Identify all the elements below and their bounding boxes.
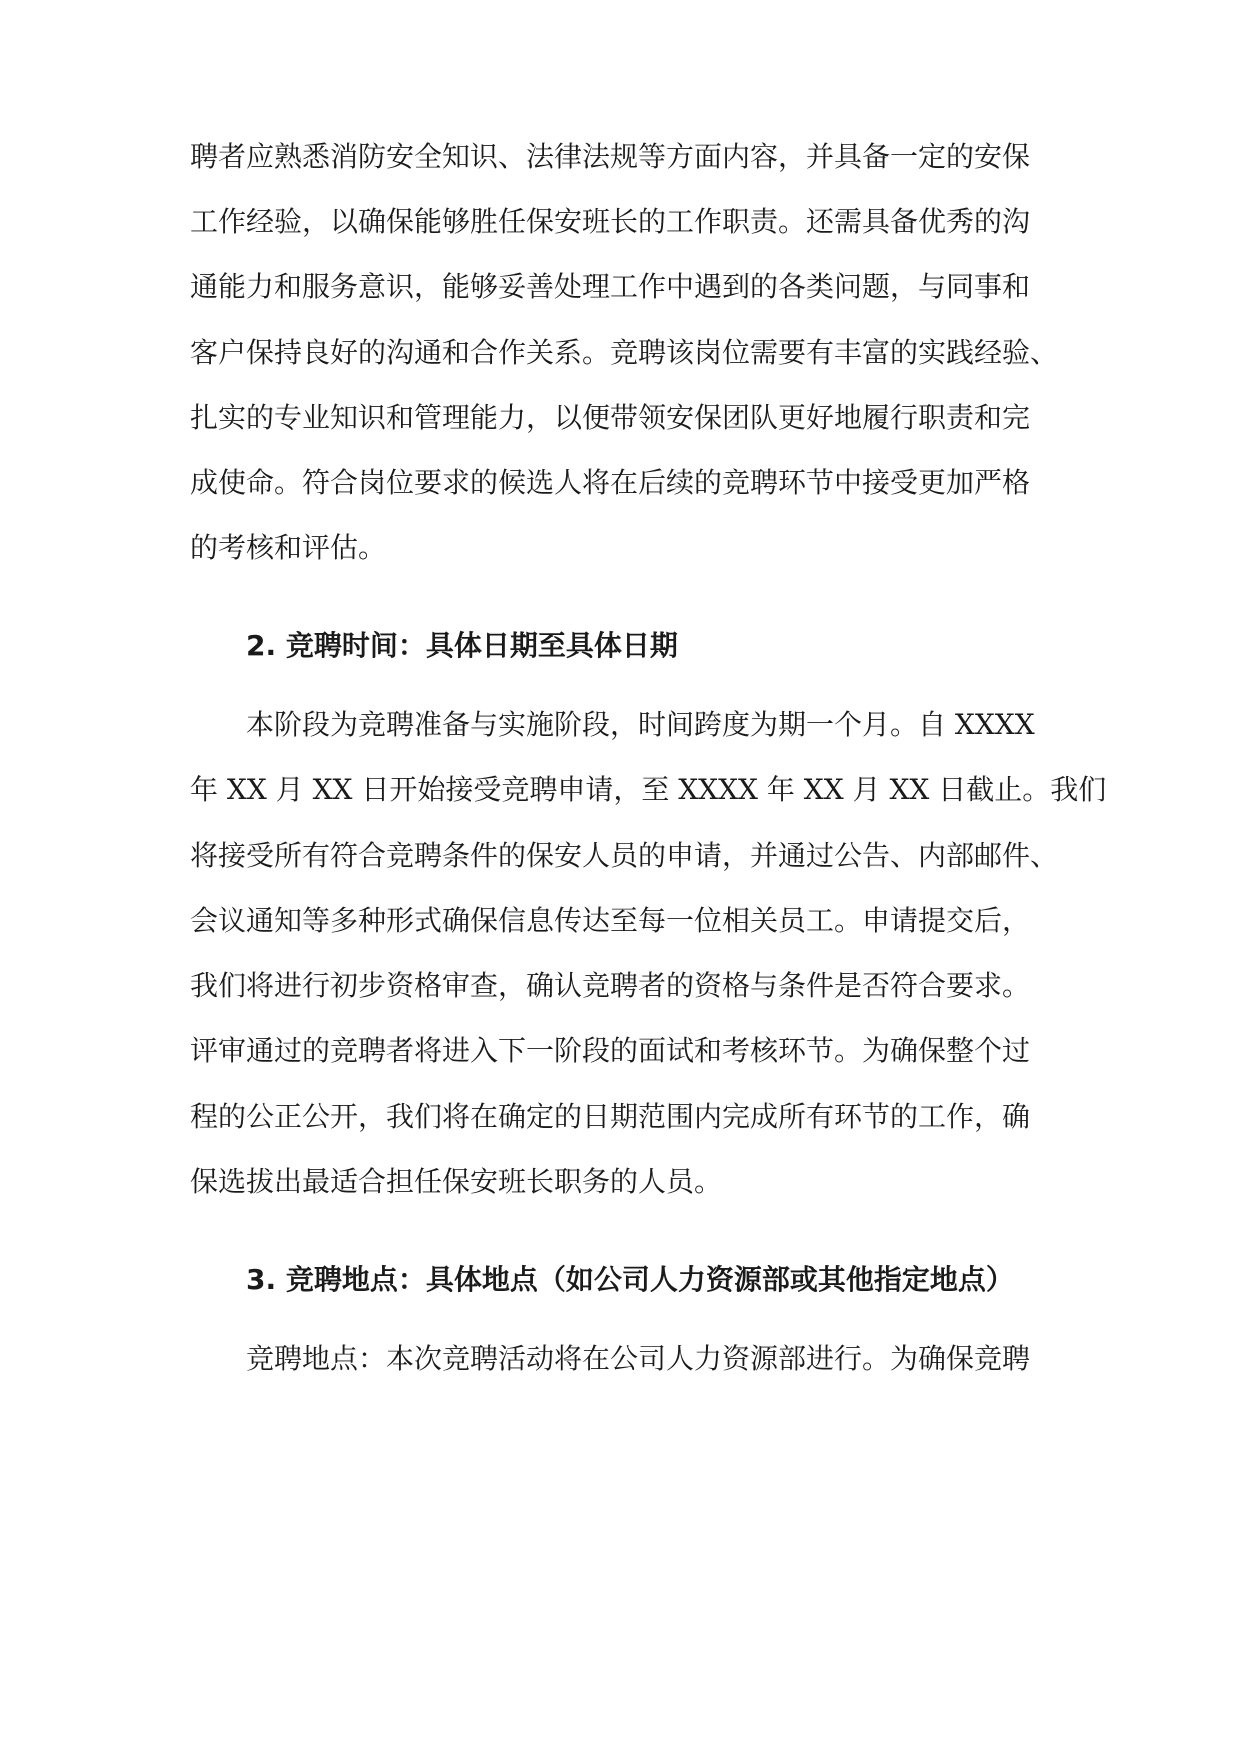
text-line: 成使命。符合岗位要求的候选人将在后续的竞聘环节中接受更加严格 bbox=[190, 466, 1031, 499]
text-line: 本阶段为竞聘准备与实施阶段，时间跨度为期一个月。自 XXXX bbox=[246, 708, 1035, 741]
section-3-heading: 3. 竞聘地点：具体地点（如公司人力资源部或其他指定地点） bbox=[246, 1263, 1014, 1296]
text-line: 的考核和评估。 bbox=[190, 531, 387, 564]
text-line: 通能力和服务意识，能够妥善处理工作中遇到的各类问题，与同事和 bbox=[190, 270, 1031, 303]
text-line: 我们将进行初步资格审查，确认竞聘者的资格与条件是否符合要求。 bbox=[190, 969, 1031, 1002]
text-line: 聘者应熟悉消防安全知识、法律法规等方面内容，并具备一定的安保 bbox=[190, 140, 1031, 173]
text-line: 会议通知等多种形式确保信息传达至每一位相关员工。申请提交后， bbox=[190, 904, 1031, 937]
text-line: 扎实的专业知识和管理能力，以便带领安保团队更好地履行职责和完 bbox=[190, 401, 1031, 434]
text-line: 年 XX 月 XX 日开始接受竞聘申请，至 XXXX 年 XX 月 XX 日截止。我们 bbox=[190, 773, 1107, 806]
text-line: 程的公正公开，我们将在确定的日期范围内完成所有环节的工作，确 bbox=[190, 1100, 1031, 1133]
text-line: 保选拔出最适合担任保安班长职务的人员。 bbox=[190, 1165, 723, 1198]
text-line: 评审通过的竞聘者将进入下一阶段的面试和考核环节。为确保整个过 bbox=[190, 1034, 1031, 1067]
section-2-heading: 2. 竞聘时间：具体日期至具体日期 bbox=[246, 629, 678, 662]
text-line: 将接受所有符合竞聘条件的保安人员的申请，并通过公告、内部邮件、 bbox=[190, 839, 1059, 872]
text-line: 工作经验，以确保能够胜任保安班长的工作职责。还需具备优秀的沟 bbox=[190, 205, 1031, 238]
text-line: 竞聘地点：本次竞聘活动将在公司人力资源部进行。为确保竞聘 bbox=[246, 1342, 1031, 1375]
text-line: 客户保持良好的沟通和合作关系。竞聘该岗位需要有丰富的实践经验、 bbox=[190, 336, 1059, 369]
